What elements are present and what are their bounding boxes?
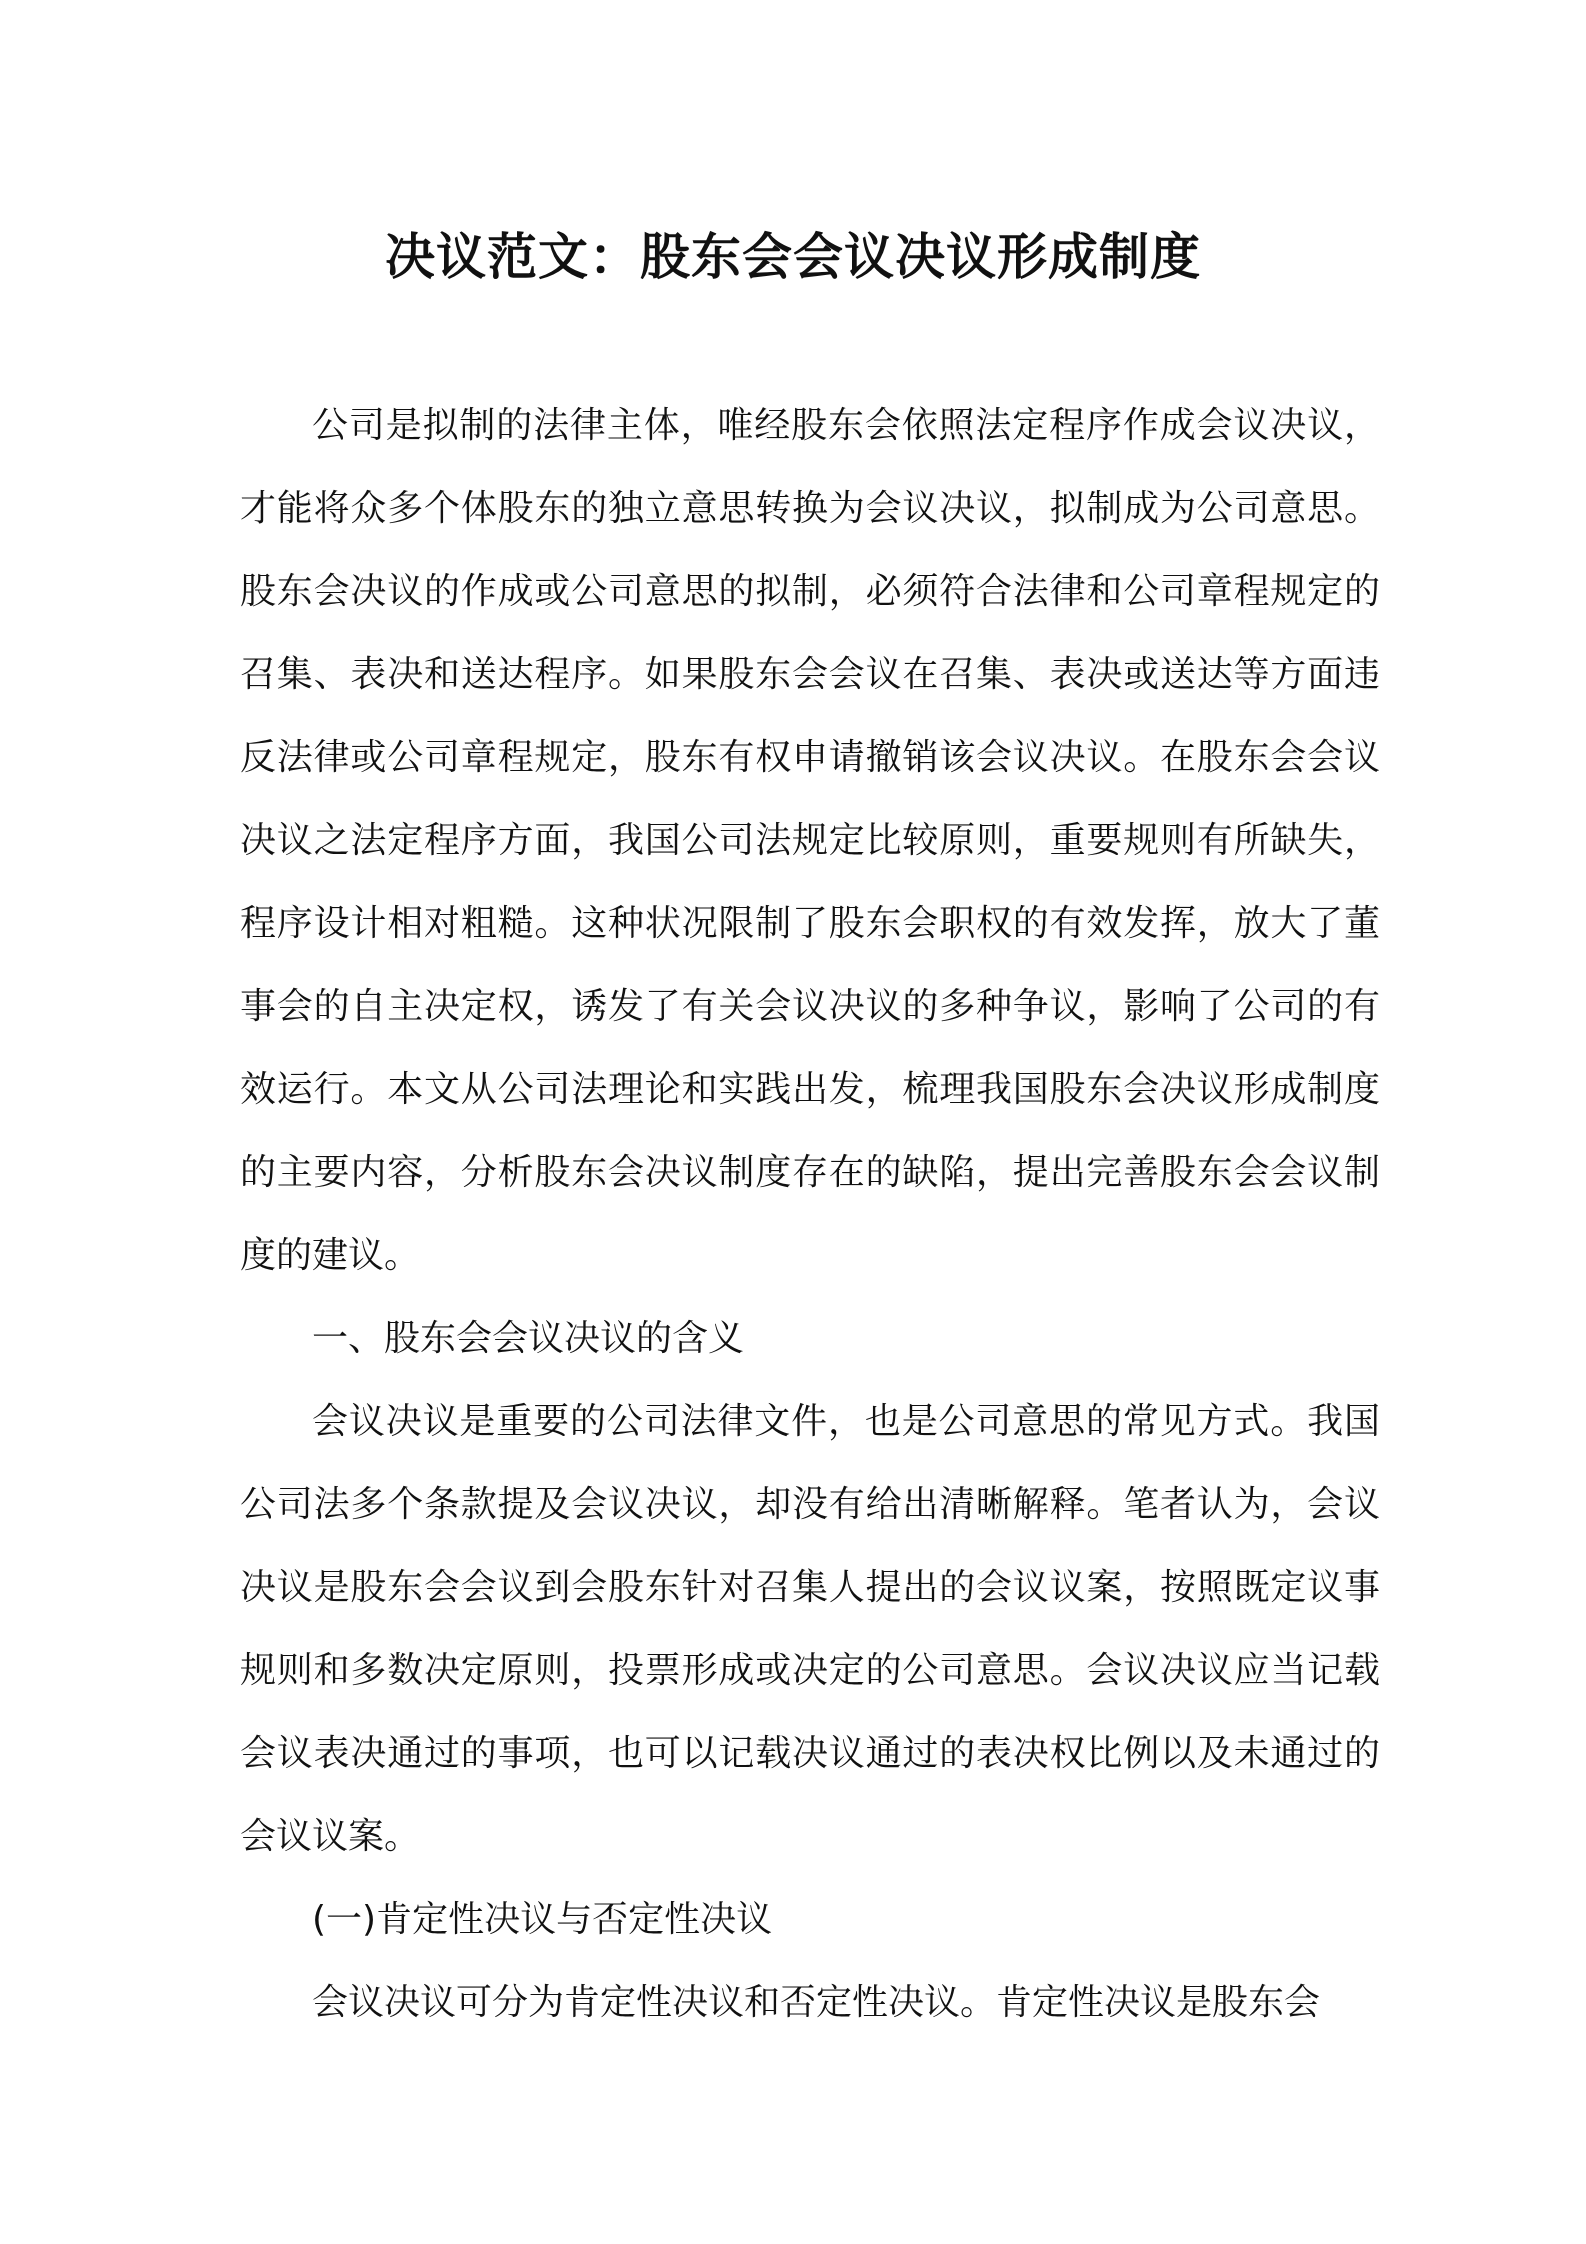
document-body: [240, 384, 1380, 2044]
intro-paragraph: 公司是拟制的法律主体，唯经股东会依照法定程序作成会议决议，才能将众多个体股东的独立意思转换为会议决议，拟制成为公司意思。股东会决议的作成或公司意思的拟制，必须符合法律和公司章程规定的召集、表决和送达程序。如果股东会会议在召集、表决或送达等方面违反法律或公司章程规定，股东有权申请撤销该会议决议。在股东会会议决议之法定程序方面，我国公司法规定比较原则，重要规则有所缺失，程序设计相对粗糙。这种状况限制了股东会职权的有效发挥，放大了董事会的自主决定权，诱发了有关会议决议的多种争议，影响了公司的有效运行。本文从公司法理论和实践出发，梳理我国股东会决议形成制度的主要内容，分析股东会决议制度存在的缺陷，提出完善股东会会议制度的建议。: [240, 405, 1380, 1276]
subsection-heading: (一)肯定性决议与否定性决议: [312, 1899, 773, 1940]
section-heading: 一、股东会会议决议的含义: [312, 1318, 745, 1359]
section-paragraph: 会议决议是重要的公司法律文件，也是公司意思的常见方式。我国公司法多个条款提及会议决议，却没有给出清晰解释。笔者认为，会议决议是股东会会议到会股东针对召集人提出的会议议案，按照既定议事规则和多数决定原则，投票形成或决定的公司意思。会议决议应当记载会议表决通过的事项，也可以记载决议通过的表决权比例以及未通过的会议议案。: [240, 1401, 1380, 1857]
subsection-paragraph: 会议决议可分为肯定性决议和否定性决议。肯定性决议是股东会: [312, 1982, 1321, 2023]
document-title: 决议范文：股东会会议决议形成制度: [385, 228, 1201, 286]
